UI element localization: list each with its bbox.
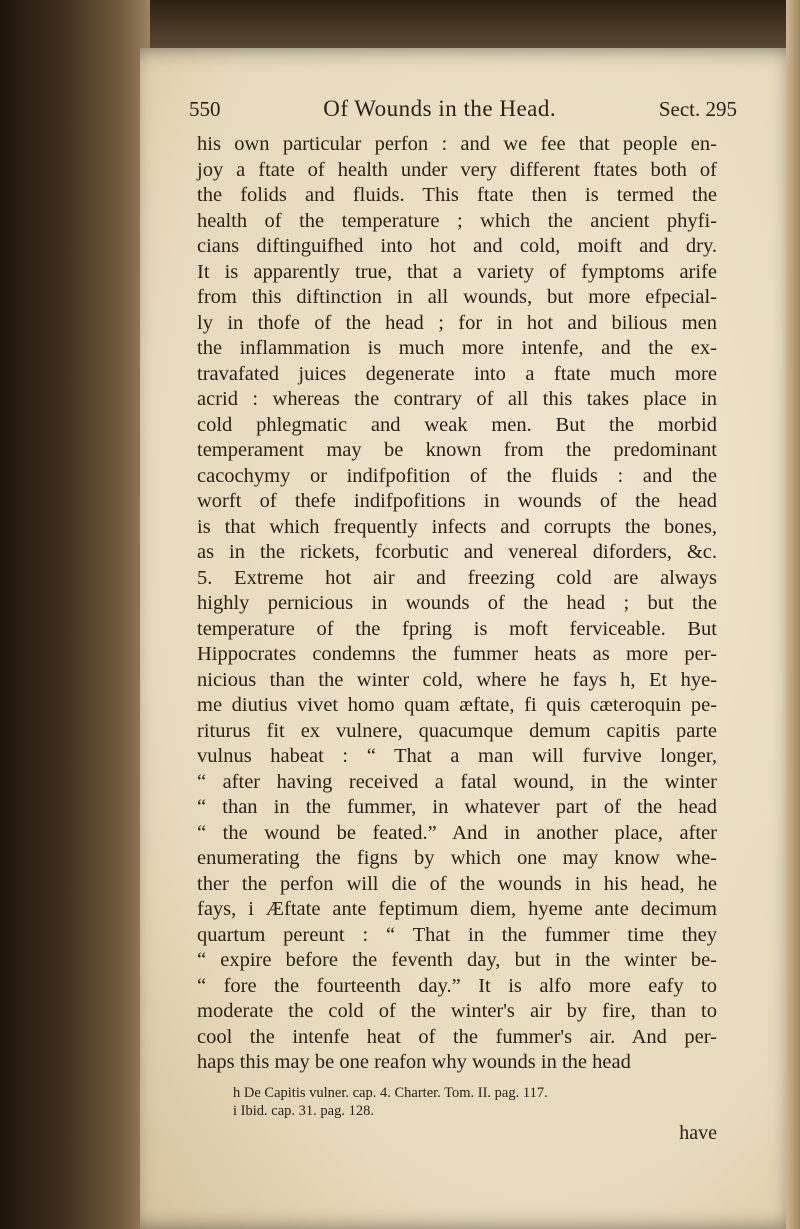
body-text xyxy=(197,132,717,1076)
text-line: is that which frequently infects and corrupts the bones, xyxy=(197,515,717,538)
text-line: as in the rickets, fcorbutic and venereal diforders, &c. xyxy=(197,541,717,563)
text-line: worft of thefe indifpofitions in wounds of the head xyxy=(197,490,717,512)
page-text-block xyxy=(189,96,737,1146)
text-line: enumerating the figns by which one may know whe- xyxy=(197,847,717,869)
text-line: 5. Extreme hot air and freezing cold are always xyxy=(197,566,717,589)
footnote-h: h De Capitis vulner. cap. 4. Charter. Tom. II. pag. 117. xyxy=(233,1084,548,1101)
text-line: temperament may be known from the predominant xyxy=(197,439,717,461)
text-line: me diutius vivet homo quam æftate, fi quis cæteroquin pe- xyxy=(197,694,717,716)
text-line: It is apparently true, that a variety of fymptoms arife xyxy=(197,260,717,283)
text-line: cold phlegmatic and weak men. But the morbid xyxy=(197,413,717,436)
text-line: health of the temperature ; which the ancient phyfi- xyxy=(197,209,717,232)
catchword: have xyxy=(679,1121,717,1144)
section-marker: Sect. 295 xyxy=(658,97,737,121)
book-spine-shadow xyxy=(0,0,150,1229)
text-line: haps this may be one reafon why wounds in the head xyxy=(197,1051,631,1073)
text-line: acrid : whereas the contrary of all this takes place in xyxy=(197,388,717,410)
text-line: the folids and fluids. This ftate then is termed the xyxy=(197,184,717,206)
text-line: fays, i Æftate ante feptimum diem, hyeme ante decimum xyxy=(197,898,717,920)
text-line: “ than in the fummer, in whatever part of the head xyxy=(197,796,717,818)
text-line: ther the perfon will die of the wounds in his head, he xyxy=(197,872,717,895)
text-line: from this diftinction in all wounds, but more efpecial- xyxy=(197,286,717,308)
text-line: temperature of the fpring is moft ferviceable. But xyxy=(197,617,717,640)
text-line: ly in thofe of the head ; for in hot and bilious men xyxy=(197,311,717,334)
text-line: the inflammation is much more intenfe, and the ex- xyxy=(197,337,717,359)
text-line: cacochymy or indifpofition of the fluids : and the xyxy=(197,464,717,487)
top-edge-shadow xyxy=(150,0,800,50)
text-line: moderate the cold of the winter's air by fire, than to xyxy=(197,1000,717,1022)
text-line: travafated juices degenerate into a ftate much more xyxy=(197,362,717,385)
running-header xyxy=(189,96,737,122)
text-line: “ expire before the feventh day, but in the winter be- xyxy=(197,949,717,971)
page-number: 550 xyxy=(189,97,221,121)
running-title: Of Wounds in the Head. xyxy=(323,96,557,121)
text-line: cool the intenfe heat of the fummer's air. And per- xyxy=(197,1025,717,1048)
text-line: vulnus habeat : “ That a man will furvive longer, xyxy=(197,745,717,767)
text-line: nicious than the winter cold, where he fays h, Et hye- xyxy=(197,668,717,691)
text-line: joy a ftate of health under very different ftates both of xyxy=(197,158,717,181)
text-line: “ fore the fourteenth day.” It is alfo more eafy to xyxy=(197,974,717,997)
text-line: riturus fit ex vulnere, quacumque demum capitis parte xyxy=(197,719,717,742)
text-line: Hippocrates condemns the fummer heats as more per- xyxy=(197,643,717,665)
footnote-i: i Ibid. cap. 31. pag. 128. xyxy=(233,1102,374,1119)
text-line: cians diftinguifhed into hot and cold, moift and dry. xyxy=(197,235,717,257)
text-line: “ the wound be feated.” And in another place, after xyxy=(197,821,717,844)
text-line: highly pernicious in wounds of the head ; but the xyxy=(197,592,717,614)
text-line: quartum pereunt : “ That in the fummer time they xyxy=(197,923,717,946)
page-edge xyxy=(786,0,800,1229)
text-line: “ after having received a fatal wound, in the winter xyxy=(197,770,717,793)
text-line: his own particular perfon : and we fee that people en- xyxy=(197,133,717,155)
